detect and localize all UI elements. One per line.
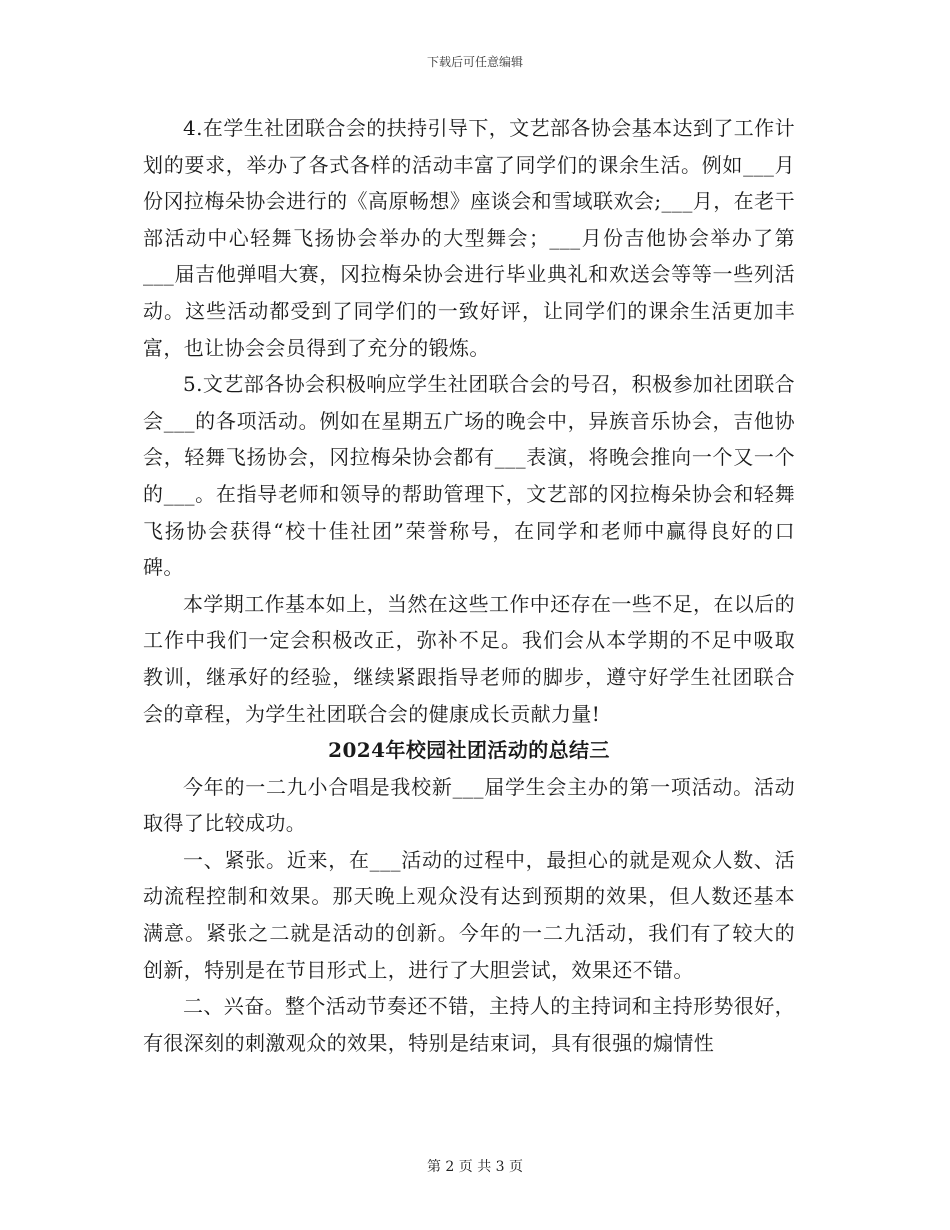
document-body xyxy=(143,110,795,1061)
section-title: 2024年校园社团活动的总结三 xyxy=(328,738,610,763)
page-number-footer: 第 2 页 共 3 页 xyxy=(426,1159,524,1175)
paragraph-point-nervous: 一、紧张。近来，在___活动的过程中，最担心的就是观众人数、活动流程控制和效果。那天晚上观众没有达到预期的效果，但人数还基本满意。紧张之二就是活动的创新。今年的一二九活动，我们有了较大的创新，特别是在节目形式上，进行了大胆尝试，效果还不错。 xyxy=(143,847,795,982)
paragraph-item-5: 5.文艺部各协会积极响应学生社团联合会的号召，积极参加社团联合会___的各项活动。例如在星期五广场的晚会中，异族音乐协会，吉他协会，轻舞飞扬协会，冈拉梅朵协会都有___表演，将晚会推向一个又一个的___。在指导老师和领导的帮助管理下，文艺部的冈拉梅朵协会和轻舞飞扬协会获得“校十佳社团”荣誉称号，在同学和老师中赢得良好的口碑。 xyxy=(143,372,795,580)
paragraph-semester-summary: 本学期工作基本如上，当然在这些工作中还存在一些不足，在以后的工作中我们一定会积极改正，弥补不足。我们会从本学期的不足中吸取教训，继承好的经验，继续紧跟指导老师的脚步，遵守好学生社团联合会的章程，为学生社团联合会的健康成长贡献力量! xyxy=(143,591,795,726)
paragraph-point-excited: 二、兴奋。整个活动节奏还不错，主持人的主持词和主持形势很好，有很深刻的刺激观众的效果，特别是结束词，具有很强的煽情性 xyxy=(143,994,795,1055)
page-header-note: 下载后可任意编辑 xyxy=(426,55,523,69)
paragraph-item-4: 4.在学生社团联合会的扶持引导下，文艺部各协会基本达到了工作计划的要求，举办了各式各样的活动丰富了同学们的课余生活。例如___月份冈拉梅朵协会进行的《高原畅想》座谈会和雪域联欢会;___月，在老干部活动中心轻舞飞扬协会举办的大型舞会；___月份吉他协会举办了第___届吉他弹唱大赛，冈拉梅朵协会进行毕业典礼和欢送会等等一些列活动。这些活动都受到了同学们的一致好评，让同学们的课余生活更加丰富，也让协会会员得到了充分的锻炼。 xyxy=(143,116,795,360)
paragraph-chorus-intro: 今年的一二九小合唱是我校新___届学生会主办的第一项活动。活动取得了比较成功。 xyxy=(143,774,795,836)
